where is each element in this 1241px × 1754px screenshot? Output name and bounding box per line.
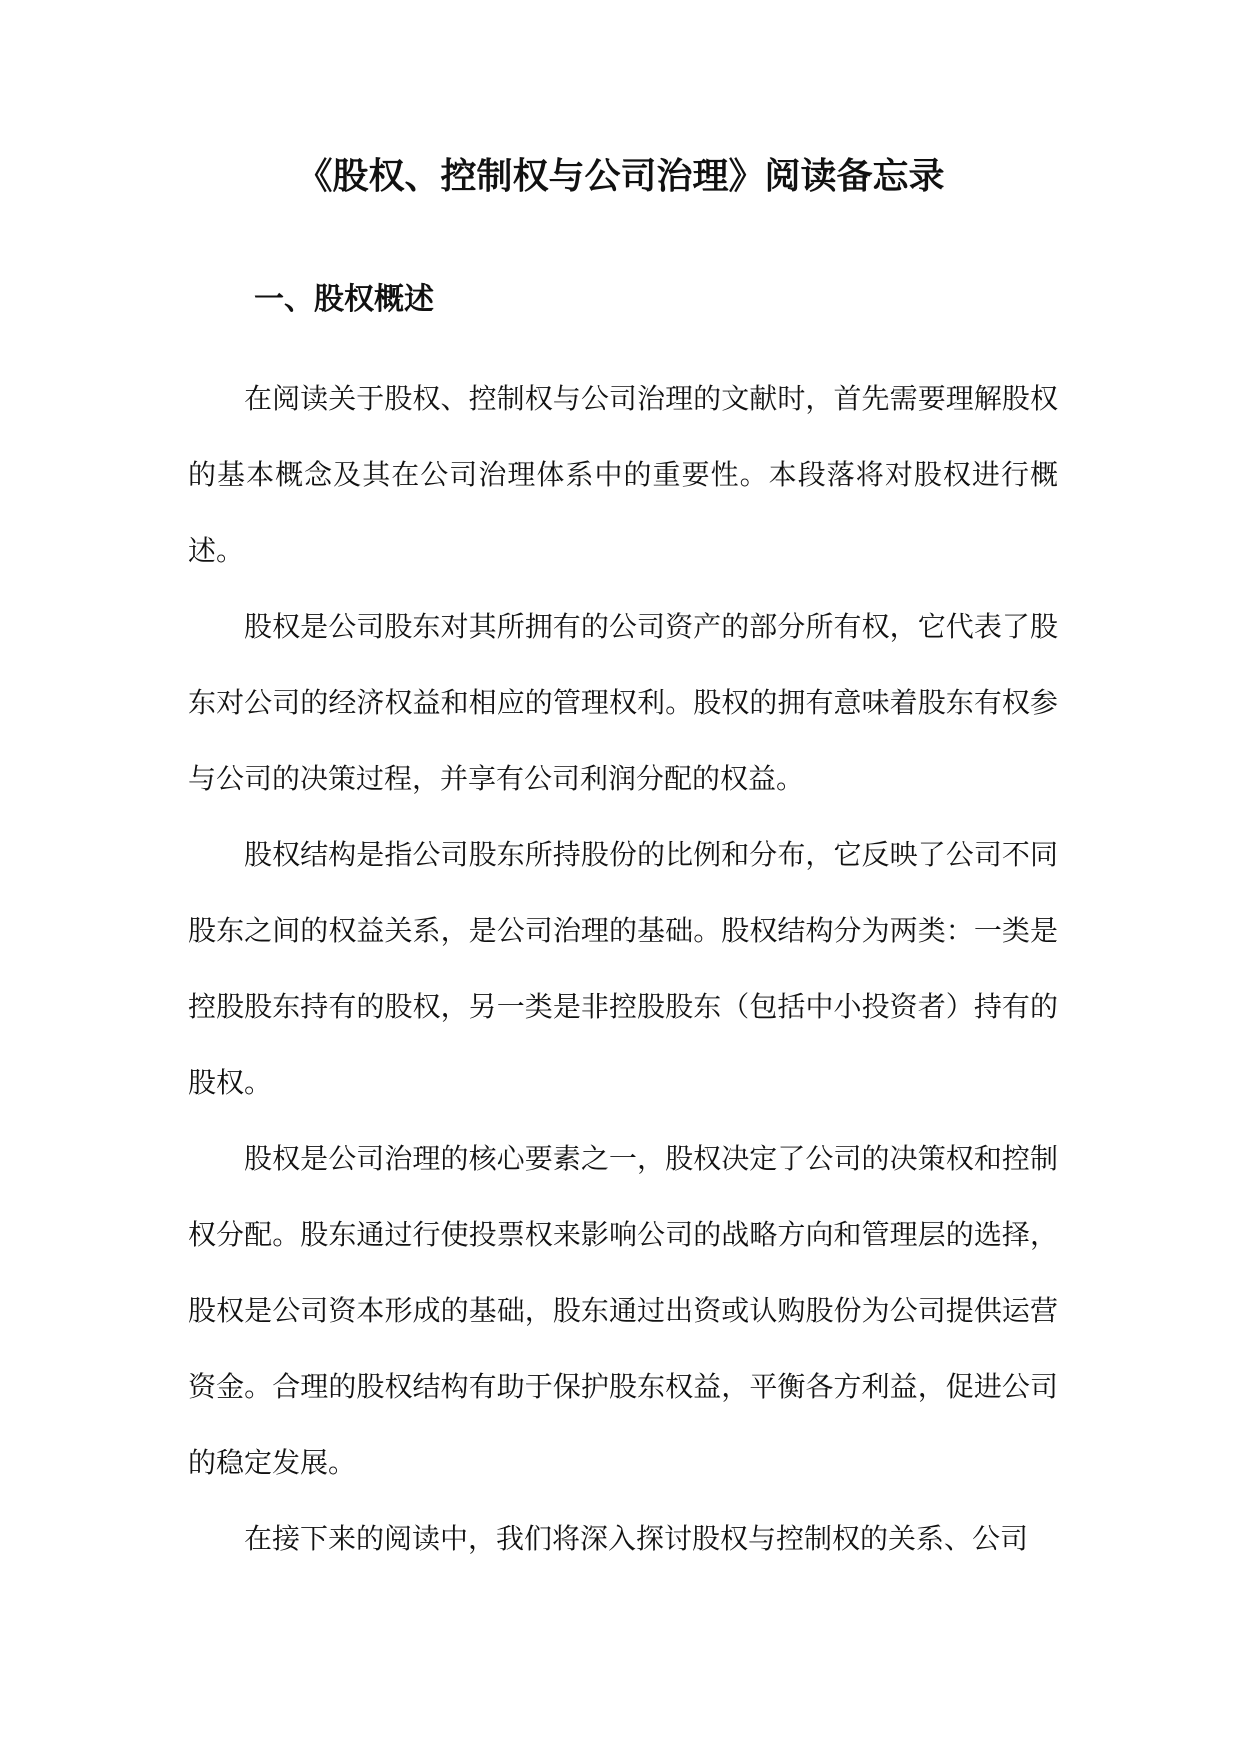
paragraph-4: 股权是公司治理的核心要素之一，股权决定了公司的决策权和控制权分配。股东通过行使投票权来影响公司的战略方向和管理层的选择，股权是公司资本形成的基础，股东通过出资或认购股份为公司提供运营资金。合理的股权结构有助于保护股东权益，平衡各方利益，促进公司的稳定发展。 (188, 1142, 1058, 1479)
body-text (188, 361, 1058, 1577)
paragraph-3: 股权结构是指公司股东所持股份的比例和分布，它反映了公司不同股东之间的权益关系，是公司治理的基础。股权结构分为两类：一类是控股股东持有的股权，另一类是非控股股东（包括中小投资者）持有的股权。 (188, 838, 1058, 1099)
paragraph-5: 在接下来的阅读中，我们将深入探讨股权与控制权的关系、公司 (244, 1522, 1029, 1555)
document-title: 《股权、控制权与公司治理》阅读备忘录 (296, 155, 945, 197)
section-heading: 一、股权概述 (254, 282, 434, 317)
paragraph-1: 在阅读关于股权、控制权与公司治理的文献时，首先需要理解股权的基本概念及其在公司治理体系中的重要性。本段落将对股权进行概述。 (188, 382, 1058, 567)
paragraph-2: 股权是公司股东对其所拥有的公司资产的部分所有权，它代表了股东对公司的经济权益和相应的管理权利。股权的拥有意味着股东有权参与公司的决策过程，并享有公司利润分配的权益。 (188, 610, 1058, 795)
